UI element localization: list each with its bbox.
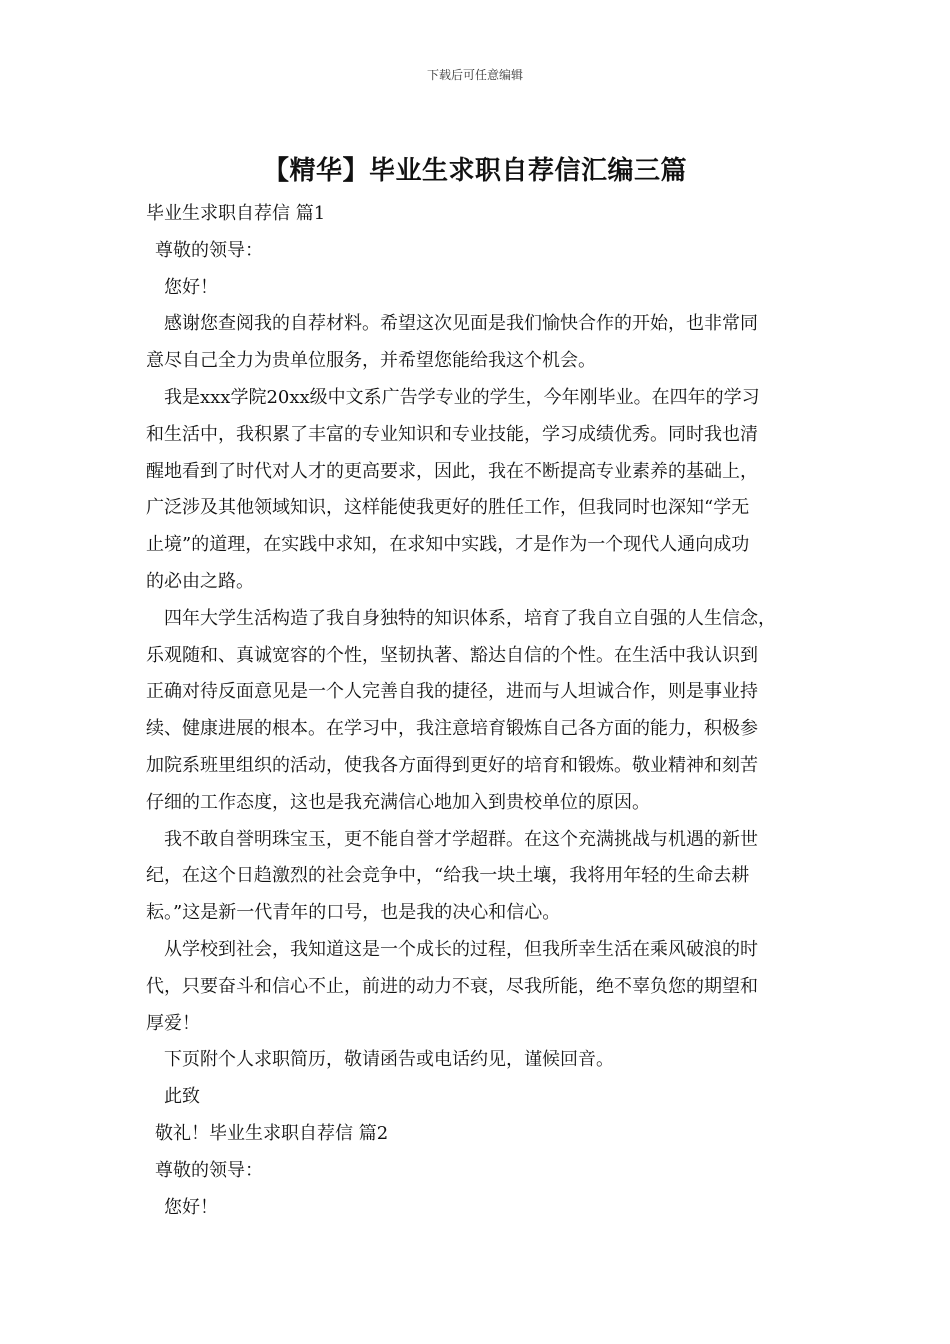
paragraph-line: 下页附个人求职简历，敬请函告或电话约见，谨候回音。: [164, 1049, 614, 1071]
section-heading-1: 毕业生求职自荐信 篇1: [146, 203, 326, 224]
paragraph-line: 止境”的道理，在实践中求知，在求知中实践，才是作为一个现代人通向成功: [146, 534, 750, 556]
paragraph-line: 厚爱！: [146, 1012, 200, 1034]
paragraph-line: 续、健康进展的根本。在学习中，我注意培育锻炼自己各方面的能力，积极参: [146, 718, 758, 740]
paragraph-line: 纪，在这个日趋激烈的社会竞争中，“给我一块土壤，我将用年轻的生命去耕: [146, 865, 750, 887]
paragraph-line: 我是xxx学院20xx级中文系广告学专业的学生，今年刚毕业。在四年的学习: [164, 386, 760, 408]
paragraph-line: 感谢您查阅我的自荐材料。希望这次见面是我们愉快合作的开始，也非常同: [164, 313, 758, 335]
section-heading-2: 敬礼！毕业生求职自荐信 篇2: [155, 1122, 389, 1144]
paragraph-line: 正确对待反面意见是一个人完善自我的捷径，进而与人坦诚合作，则是事业持: [146, 681, 758, 703]
document-body: [146, 196, 846, 1226]
paragraph-line: 和生活中，我积累了丰富的专业知识和专业技能，学习成绩优秀。同时我也清: [146, 423, 758, 445]
paragraph-line: 仔细的工作态度，这也是我充满信心地加入到贵校单位的原因。: [146, 791, 650, 813]
paragraph-line: 乐观随和、真诚宽容的个性，坚韧执著、豁达自信的个性。在生活中我认识到: [146, 644, 758, 666]
greeting: 您好！: [164, 276, 218, 298]
paragraph-line: 醒地看到了时代对人才的更高要求，因此，我在不断提高专业素养的基础上，: [146, 460, 758, 482]
salutation: 尊敬的领导：: [155, 239, 263, 261]
paragraph-line: 意尽自己全力为贵单位服务，并希望您能给我这个机会。: [146, 350, 596, 372]
paragraph-line: 的必由之路。: [146, 570, 254, 592]
paragraph-line: 耘。”这是新一代青年的口号，也是我的决心和信心。: [146, 902, 561, 924]
paragraph-line: 我不敢自誉明珠宝玉，更不能自誉才学超群。在这个充满挑战与机遇的新世: [164, 828, 758, 850]
salutation: 尊敬的领导：: [155, 1159, 263, 1181]
paragraph-line: 代，只要奋斗和信心不止，前进的动力不衰，尽我所能，绝不辜负您的期望和: [146, 975, 758, 997]
greeting: 您好！: [164, 1196, 218, 1218]
paragraph-line: 从学校到社会，我知道这是一个成长的过程，但我所幸生活在乘风破浪的时: [164, 938, 758, 960]
paragraph-line: 加院系班里组织的活动，使我各方面得到更好的培育和锻炼。敬业精神和刻苦: [146, 754, 758, 776]
paragraph-line: 四年大学生活构造了我自身独特的知识体系，培育了我自立自强的人生信念，: [164, 607, 776, 629]
closing-line: 此致: [164, 1086, 200, 1108]
paragraph-line: 广泛涉及其他领域知识，这样能使我更好的胜任工作，但我同时也深知“学无: [146, 497, 750, 519]
header-note: 下载后可任意编辑: [426, 68, 523, 82]
document-title: 【精华】毕业生求职自荐信汇编三篇: [262, 156, 687, 186]
